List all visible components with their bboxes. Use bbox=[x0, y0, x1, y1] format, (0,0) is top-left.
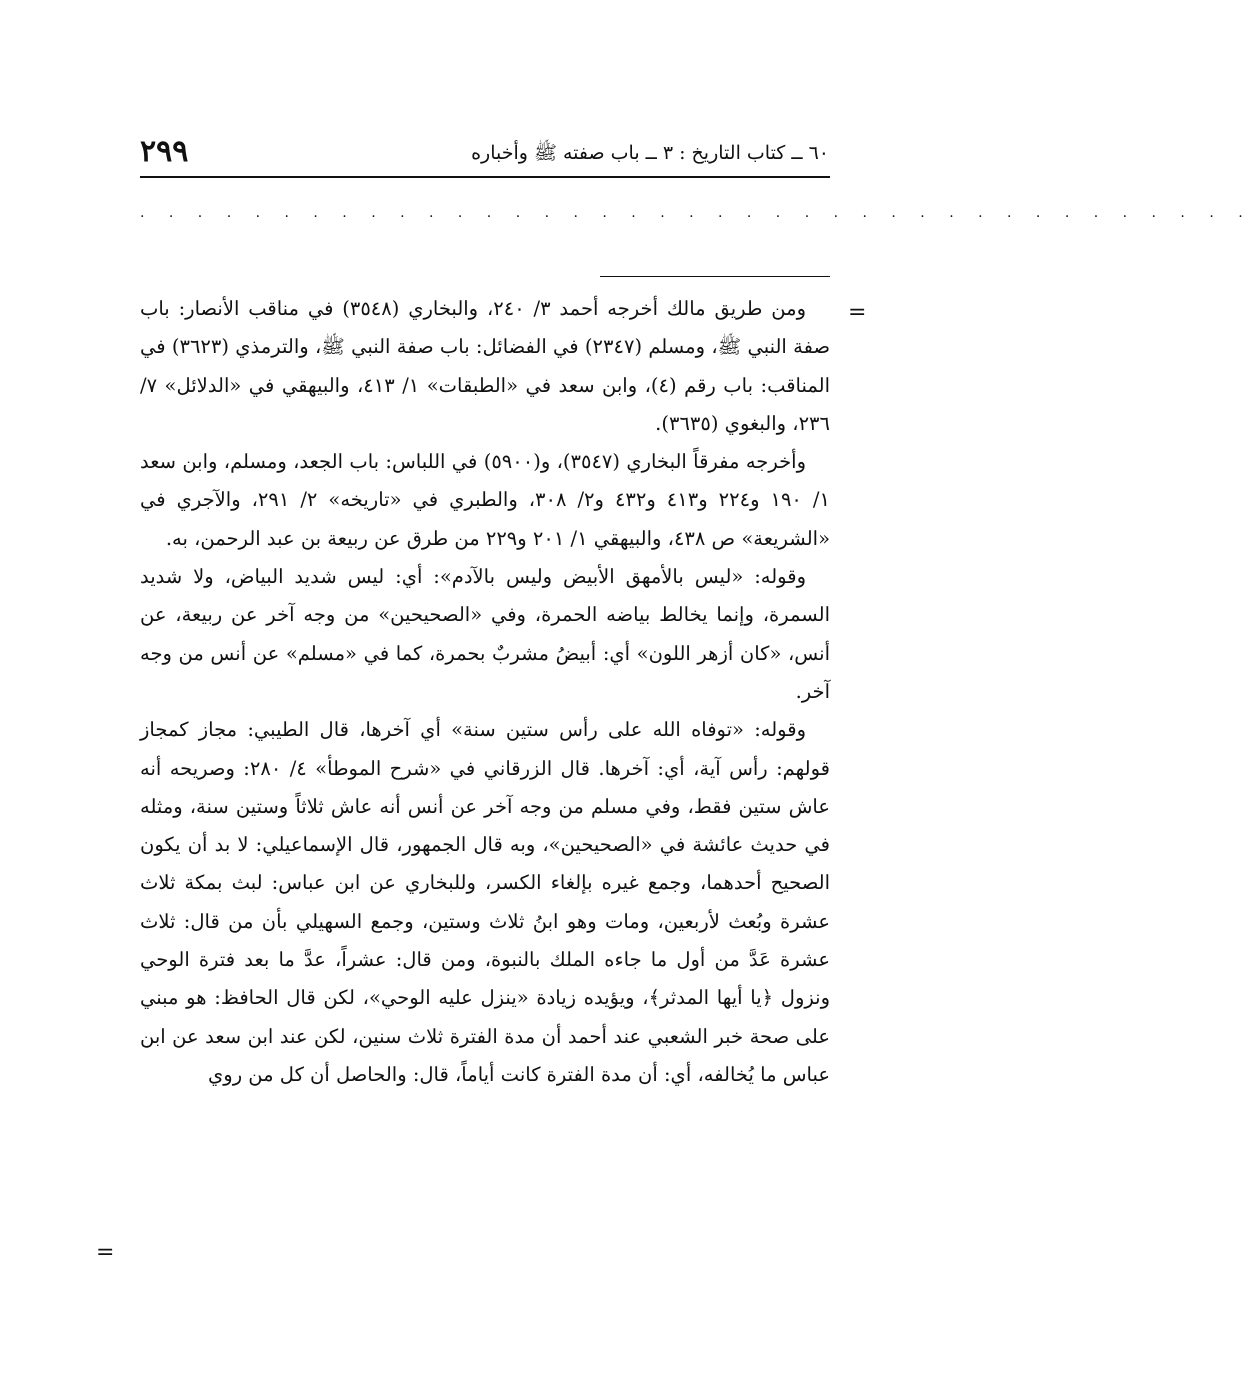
continuation-mark-bottom: = bbox=[96, 1240, 115, 1265]
dotted-separator: . . . . . . . . . . . . . . . . . . . . . . . . . . . . . . . . . . . . . . . bbox=[140, 205, 1253, 221]
footnote-rule bbox=[600, 276, 830, 277]
footnote-paragraph: ومن طريق مالك أخرجه أحمد ٣/ ٢٤٠، والبخاري (٣٥٤٨) في مناقب الأنصار: باب صفة النبي ﷺ، ومسلم (٢٣٤٧) في الفضائل: باب صفة النبي ﷺ، والترمذي (٣٦٢٣) في المناقب: باب رقم (٤)، وابن سعد في «الطبقات» ١/ ٤١٣، والبيهقي في «الدلائل» ٧/ ٢٣٦، والبغوي (٣٦٣٥). bbox=[140, 297, 830, 435]
footnote-text bbox=[140, 290, 830, 1094]
footnote-paragraph: وأخرجه مفرقاً البخاري (٣٥٤٧)، و(٥٩٠٠) في اللباس: باب الجعد، ومسلم، وابن سعد ١/ ١٩٠ و٢٢٤ و٤١٣ و٤٣٢ و٢/ ٣٠٨، والطبري في «تاريخه» ٢/ ٢٩١، والآجري في «الشريعة» ص ٤٣٨، والبيهقي ١/ ٢٠١ و٢٢٩ من طرق عن ربيعة بن عبد الرحمن، به. bbox=[140, 450, 830, 550]
running-header: ٦٠ ــ كتاب التاريخ : ٣ ــ باب صفته ﷺ وأخباره bbox=[471, 142, 829, 164]
page-number: ٢٩٩ bbox=[140, 134, 189, 169]
footnote-paragraph: وقوله: «ليس بالأمهق الأبيض وليس بالآدم»: أي: ليس شديد البياض، ولا شديد السمرة، وإنما يخالط بياضه الحمرة، وفي «الصحيحين» من وجه آخر عن ربيعة، عن أنس، «كان أزهر اللون» أي: أبيضُ مشربٌ بحمرة، كما في «مسلم» عن أنس من وجه آخر. bbox=[140, 565, 830, 703]
continuation-mark-top: = bbox=[848, 300, 867, 325]
footnote-paragraph: وقوله: «توفاه الله على رأس ستين سنة» أي آخرها، قال الطيبي: مجاز كمجاز قولهم: رأس آية، أي: آخرها. قال الزرقاني في «شرح الموطأ» ٤/ ٢٨٠: وصريحه أنه عاش ستين فقط، وفي مسلم من وجه آخر عن أنس أنه عاش ثلاثاً وستين سنة، ومثله في حديث عائشة في «الصحيحين»، وبه قال الجمهور، قال الإسماعيلي: لا بد أن يكون الصحيح أحدهما، وجمع غيره بإلغاء الكسر، وللبخاري عن ابن عباس: لبث بمكة ثلاث عشرة وبُعث لأربعين، ومات وهو ابنُ ثلاث وستين، وجمع السهيلي بأن من قال: ثلاث عشرة عَدَّ من أول ما جاءه الملك بالنبوة، ومن قال: عشراً، عدَّ ما بعد فترة الوحي ونزول ﴿يا أيها المدثر﴾، ويؤيده زيادة «ينزل عليه الوحي»، لكن قال الحافظ: هو مبني على صحة خبر الشعبي عند أحمد أن مدة الفترة ثلاث سنين، لكن عند ابن سعد عن ابن عباس ما يُخالفه، أي: أن مدة الفترة كانت أياماً، قال: والحاصل أن كل من روي bbox=[140, 718, 830, 1086]
header-rule bbox=[140, 176, 830, 178]
